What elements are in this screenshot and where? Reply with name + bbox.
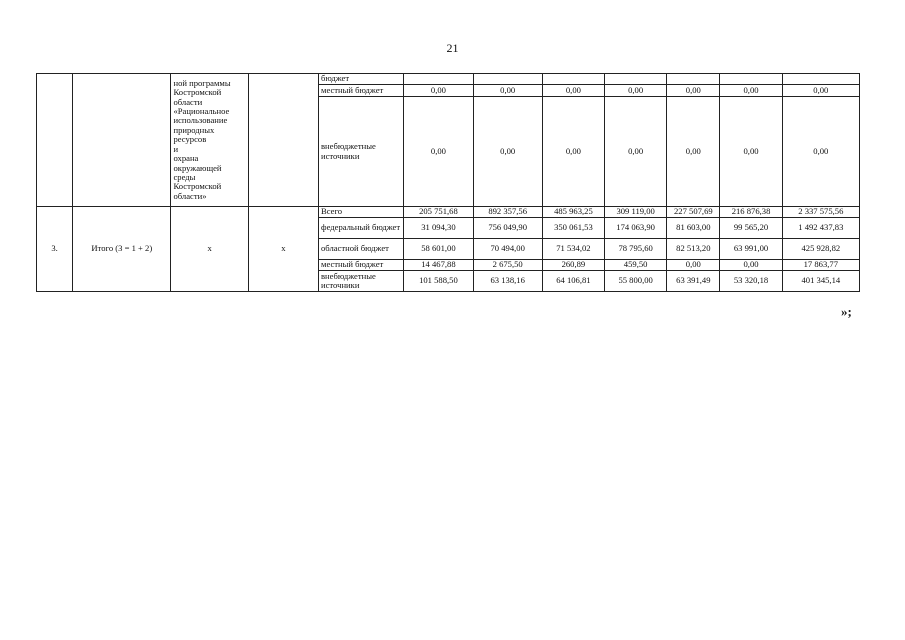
value-cell: 2 675,50 xyxy=(473,260,542,271)
value-cell: 260,89 xyxy=(542,260,604,271)
value-cell: 0,00 xyxy=(720,85,782,97)
value-cell: 0,00 xyxy=(605,97,667,207)
value-cell: 350 061,53 xyxy=(542,218,604,239)
program-name-cell: ной программы Костромской области «Рациональное использование природных ресурсов и охрана окружающей среды Костромской области» xyxy=(171,74,248,207)
value-cell xyxy=(473,74,542,85)
value-cell: 81 603,00 xyxy=(667,218,720,239)
value-cell: 0,00 xyxy=(782,85,859,97)
value-cell: 31 094,30 xyxy=(404,218,473,239)
value-cell: 216 876,38 xyxy=(720,207,782,218)
cell-executor xyxy=(248,74,318,207)
table-row xyxy=(37,74,860,85)
value-cell: 14 467,88 xyxy=(404,260,473,271)
value-cell: 756 049,90 xyxy=(473,218,542,239)
value-cell: 0,00 xyxy=(667,97,720,207)
value-cell: 0,00 xyxy=(667,85,720,97)
value-cell: 64 106,81 xyxy=(542,271,604,292)
value-cell: 0,00 xyxy=(473,85,542,97)
value-cell: 0,00 xyxy=(782,97,859,207)
value-cell: 70 494,00 xyxy=(473,239,542,260)
value-cell: 0,00 xyxy=(542,97,604,207)
cross-mark: х xyxy=(171,207,248,292)
value-cell xyxy=(605,74,667,85)
value-cell: 63 991,00 xyxy=(720,239,782,260)
row-number: 3. xyxy=(37,207,73,292)
value-cell: 0,00 xyxy=(720,97,782,207)
page-number: 21 xyxy=(446,41,459,55)
value-cell: 78 795,60 xyxy=(605,239,667,260)
value-cell: 892 357,56 xyxy=(473,207,542,218)
value-cell: 71 534,02 xyxy=(542,239,604,260)
value-cell: 459,50 xyxy=(605,260,667,271)
value-cell xyxy=(782,74,859,85)
value-cell: 0,00 xyxy=(404,85,473,97)
value-cell: 2 337 575,56 xyxy=(782,207,859,218)
value-cell: 401 345,14 xyxy=(782,271,859,292)
source-label: местный бюджет xyxy=(319,260,404,271)
value-cell: 0,00 xyxy=(667,260,720,271)
budget-table xyxy=(36,73,860,292)
source-label: федеральный бюджет xyxy=(319,218,404,239)
value-cell: 309 119,00 xyxy=(605,207,667,218)
value-cell: 0,00 xyxy=(542,85,604,97)
value-cell: 99 565,20 xyxy=(720,218,782,239)
value-cell: 82 513,20 xyxy=(667,239,720,260)
value-cell xyxy=(667,74,720,85)
value-cell: 1 492 437,83 xyxy=(782,218,859,239)
value-cell: 227 507,69 xyxy=(667,207,720,218)
source-label: областной бюджет xyxy=(319,239,404,260)
value-cell: 63 138,16 xyxy=(473,271,542,292)
value-cell: 63 391,49 xyxy=(667,271,720,292)
value-cell: 101 588,50 xyxy=(404,271,473,292)
value-cell: 17 863,77 xyxy=(782,260,859,271)
value-cell xyxy=(404,74,473,85)
value-cell: 53 320,18 xyxy=(720,271,782,292)
value-cell: 0,00 xyxy=(720,260,782,271)
value-cell: 0,00 xyxy=(605,85,667,97)
value-cell: 174 063,90 xyxy=(605,218,667,239)
source-label: бюджет xyxy=(319,74,404,85)
table-row xyxy=(37,207,860,218)
cell-number xyxy=(37,74,73,207)
value-cell: 425 928,82 xyxy=(782,239,859,260)
value-cell: 485 963,25 xyxy=(542,207,604,218)
value-cell: 55 800,00 xyxy=(605,271,667,292)
value-cell xyxy=(542,74,604,85)
source-label: Всего xyxy=(319,207,404,218)
total-label: Итого (3 = 1 + 2) xyxy=(73,207,171,292)
value-cell: 0,00 xyxy=(473,97,542,207)
closing-quote-mark: »; xyxy=(841,304,852,319)
value-cell xyxy=(720,74,782,85)
value-cell: 205 751,68 xyxy=(404,207,473,218)
cross-mark: х xyxy=(248,207,318,292)
source-label: внебюджетные источники xyxy=(319,97,404,207)
value-cell: 0,00 xyxy=(404,97,473,207)
source-label: местный бюджет xyxy=(319,85,404,97)
source-label: внебюджетные источники xyxy=(319,271,404,292)
value-cell: 58 601,00 xyxy=(404,239,473,260)
cell-label xyxy=(73,74,171,207)
